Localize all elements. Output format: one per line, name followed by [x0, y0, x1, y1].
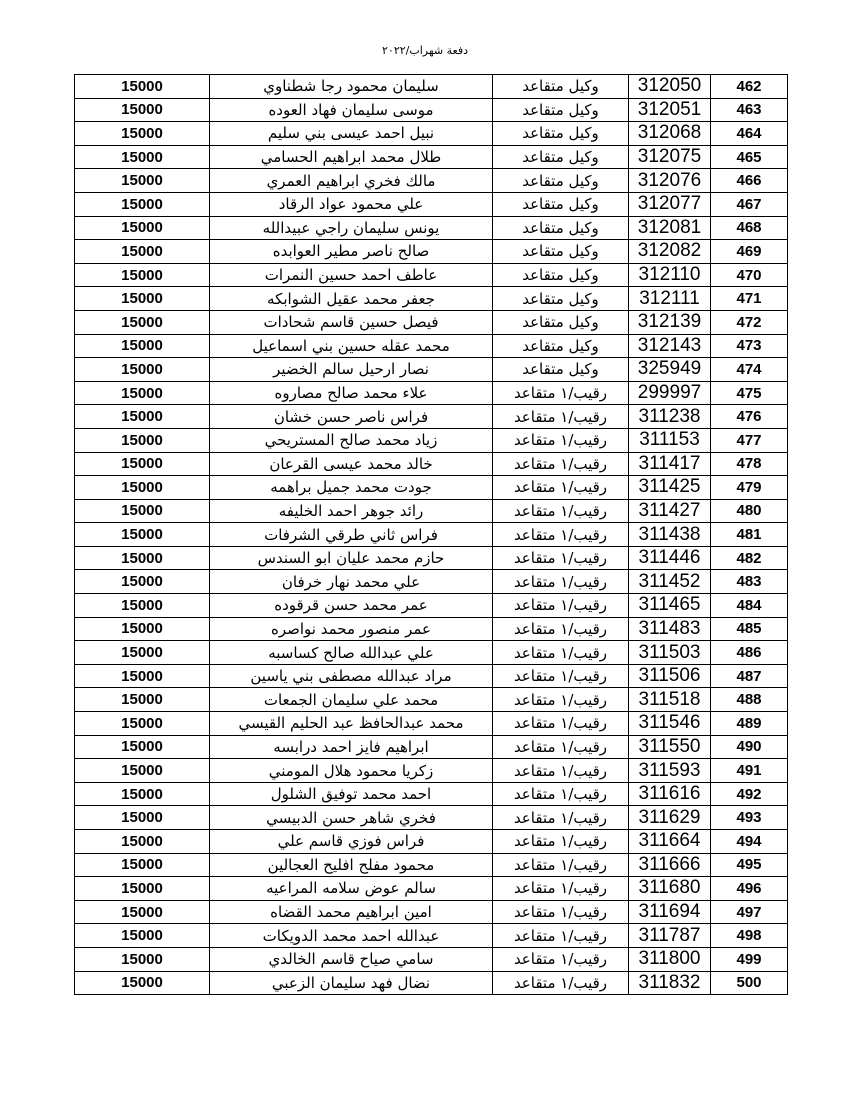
rank-cell: وكيل متقاعد: [493, 334, 629, 358]
sequence-cell: 474: [711, 358, 788, 382]
military-number-cell: 311483: [629, 617, 711, 641]
table-row: [75, 381, 788, 405]
sequence-cell: 487: [711, 664, 788, 688]
military-number-cell: 311787: [629, 924, 711, 948]
amount-cell: 15000: [75, 381, 210, 405]
table-row: [75, 641, 788, 665]
amount-cell: 15000: [75, 310, 210, 334]
rank-cell: رقيب/١ متقاعد: [493, 853, 629, 877]
military-number-cell: 311446: [629, 546, 711, 570]
rank-cell: رقيب/١ متقاعد: [493, 499, 629, 523]
amount-cell: 15000: [75, 570, 210, 594]
amount-cell: 15000: [75, 192, 210, 216]
military-number-cell: 312082: [629, 240, 711, 264]
table-row: [75, 334, 788, 358]
amount-cell: 15000: [75, 594, 210, 618]
rank-cell: رقيب/١ متقاعد: [493, 924, 629, 948]
military-number-cell: 311629: [629, 806, 711, 830]
table-row: [75, 499, 788, 523]
sequence-cell: 481: [711, 523, 788, 547]
name-cell: محمد عقله حسين بني اسماعيل: [210, 334, 493, 358]
rank-cell: رقيب/١ متقاعد: [493, 971, 629, 995]
military-number-cell: 312139: [629, 310, 711, 334]
table-row: [75, 523, 788, 547]
sequence-cell: 475: [711, 381, 788, 405]
name-cell: يونس سليمان راجي عبيدالله: [210, 216, 493, 240]
sequence-cell: 471: [711, 287, 788, 311]
rank-cell: وكيل متقاعد: [493, 263, 629, 287]
military-number-cell: 312076: [629, 169, 711, 193]
rank-cell: وكيل متقاعد: [493, 122, 629, 146]
amount-cell: 15000: [75, 216, 210, 240]
name-cell: امين ابراهيم محمد القضاه: [210, 900, 493, 924]
military-number-cell: 311417: [629, 452, 711, 476]
military-number-cell: 311680: [629, 877, 711, 901]
rank-cell: رقيب/١ متقاعد: [493, 476, 629, 500]
amount-cell: 15000: [75, 947, 210, 971]
amount-cell: 15000: [75, 617, 210, 641]
rank-cell: وكيل متقاعد: [493, 192, 629, 216]
rank-cell: رقيب/١ متقاعد: [493, 900, 629, 924]
table-row: [75, 287, 788, 311]
rank-cell: وكيل متقاعد: [493, 287, 629, 311]
table-row: [75, 759, 788, 783]
rank-cell: رقيب/١ متقاعد: [493, 523, 629, 547]
rank-cell: وكيل متقاعد: [493, 169, 629, 193]
military-number-cell: 312143: [629, 334, 711, 358]
table-row: [75, 145, 788, 169]
table-row: [75, 546, 788, 570]
name-cell: عاطف احمد حسين النمرات: [210, 263, 493, 287]
rank-cell: رقيب/١ متقاعد: [493, 735, 629, 759]
table-row: [75, 405, 788, 429]
sequence-cell: 491: [711, 759, 788, 783]
name-cell: فراس ثاني طرقي الشرفات: [210, 523, 493, 547]
amount-cell: 15000: [75, 735, 210, 759]
rank-cell: رقيب/١ متقاعد: [493, 664, 629, 688]
roster-table: [74, 74, 788, 995]
rank-cell: رقيب/١ متقاعد: [493, 381, 629, 405]
sequence-cell: 469: [711, 240, 788, 264]
table-row: [75, 688, 788, 712]
name-cell: محمود مفلح افليح العجالين: [210, 853, 493, 877]
name-cell: ابراهيم فايز احمد درابسه: [210, 735, 493, 759]
sequence-cell: 463: [711, 98, 788, 122]
name-cell: محمد عبدالحافظ عبد الحليم القيسي: [210, 712, 493, 736]
amount-cell: 15000: [75, 830, 210, 854]
sequence-cell: 499: [711, 947, 788, 971]
amount-cell: 15000: [75, 971, 210, 995]
military-number-cell: 311664: [629, 830, 711, 854]
table-row: [75, 594, 788, 618]
table-row: [75, 192, 788, 216]
table-row: [75, 971, 788, 995]
table-row: [75, 735, 788, 759]
table-row: [75, 617, 788, 641]
table-row: [75, 476, 788, 500]
table-row: [75, 452, 788, 476]
name-cell: سالم عوض سلامه المراعيه: [210, 877, 493, 901]
table-row: [75, 712, 788, 736]
table-row: [75, 169, 788, 193]
rank-cell: وكيل متقاعد: [493, 98, 629, 122]
amount-cell: 15000: [75, 98, 210, 122]
table-row: [75, 428, 788, 452]
military-number-cell: 312050: [629, 75, 711, 99]
sequence-cell: 462: [711, 75, 788, 99]
table-row: [75, 924, 788, 948]
military-number-cell: 325949: [629, 358, 711, 382]
rank-cell: رقيب/١ متقاعد: [493, 405, 629, 429]
rank-cell: رقيب/١ متقاعد: [493, 452, 629, 476]
rank-cell: رقيب/١ متقاعد: [493, 806, 629, 830]
name-cell: علي محمود عواد الرقاد: [210, 192, 493, 216]
amount-cell: 15000: [75, 688, 210, 712]
amount-cell: 15000: [75, 664, 210, 688]
name-cell: علي محمد نهار خرفان: [210, 570, 493, 594]
amount-cell: 15000: [75, 476, 210, 500]
sequence-cell: 484: [711, 594, 788, 618]
amount-cell: 15000: [75, 523, 210, 547]
military-number-cell: 312051: [629, 98, 711, 122]
amount-cell: 15000: [75, 806, 210, 830]
sequence-cell: 473: [711, 334, 788, 358]
rank-cell: رقيب/١ متقاعد: [493, 570, 629, 594]
sequence-cell: 486: [711, 641, 788, 665]
table-row: [75, 570, 788, 594]
sequence-cell: 468: [711, 216, 788, 240]
amount-cell: 15000: [75, 759, 210, 783]
military-number-cell: 312081: [629, 216, 711, 240]
name-cell: صالح ناصر مطير العوابده: [210, 240, 493, 264]
military-number-cell: 312077: [629, 192, 711, 216]
rank-cell: رقيب/١ متقاعد: [493, 428, 629, 452]
amount-cell: 15000: [75, 877, 210, 901]
amount-cell: 15000: [75, 782, 210, 806]
table-row: [75, 664, 788, 688]
rank-cell: رقيب/١ متقاعد: [493, 712, 629, 736]
rank-cell: وكيل متقاعد: [493, 216, 629, 240]
amount-cell: 15000: [75, 169, 210, 193]
sequence-cell: 479: [711, 476, 788, 500]
table-row: [75, 830, 788, 854]
name-cell: محمد علي سليمان الجمعات: [210, 688, 493, 712]
rank-cell: وكيل متقاعد: [493, 240, 629, 264]
sequence-cell: 480: [711, 499, 788, 523]
military-number-cell: 311832: [629, 971, 711, 995]
table-row: [75, 240, 788, 264]
table-row: [75, 853, 788, 877]
rank-cell: رقيب/١ متقاعد: [493, 877, 629, 901]
amount-cell: 15000: [75, 712, 210, 736]
military-number-cell: 299997: [629, 381, 711, 405]
name-cell: جودت محمد جميل براهمه: [210, 476, 493, 500]
military-number-cell: 311153: [629, 428, 711, 452]
military-number-cell: 311506: [629, 664, 711, 688]
military-number-cell: 311427: [629, 499, 711, 523]
table-row: [75, 216, 788, 240]
military-number-cell: 311503: [629, 641, 711, 665]
name-cell: عمر منصور محمد نواصره: [210, 617, 493, 641]
amount-cell: 15000: [75, 122, 210, 146]
table-row: [75, 122, 788, 146]
military-number-cell: 311593: [629, 759, 711, 783]
name-cell: حازم محمد عليان ابو السندس: [210, 546, 493, 570]
sequence-cell: 485: [711, 617, 788, 641]
rank-cell: رقيب/١ متقاعد: [493, 546, 629, 570]
name-cell: سليمان محمود رجا شطناوي: [210, 75, 493, 99]
name-cell: خالد محمد عيسى القرعان: [210, 452, 493, 476]
table-row: [75, 782, 788, 806]
table-row: [75, 98, 788, 122]
sequence-cell: 470: [711, 263, 788, 287]
rank-cell: رقيب/١ متقاعد: [493, 617, 629, 641]
amount-cell: 15000: [75, 263, 210, 287]
sequence-cell: 478: [711, 452, 788, 476]
name-cell: مراد عبدالله مصطفى بني ياسين: [210, 664, 493, 688]
table-row: [75, 806, 788, 830]
rank-cell: رقيب/١ متقاعد: [493, 830, 629, 854]
name-cell: زكريا محمود هلال المومني: [210, 759, 493, 783]
name-cell: فراس فوزي قاسم علي: [210, 830, 493, 854]
name-cell: سامي صياح قاسم الخالدي: [210, 947, 493, 971]
rank-cell: رقيب/١ متقاعد: [493, 947, 629, 971]
military-number-cell: 311452: [629, 570, 711, 594]
military-number-cell: 311425: [629, 476, 711, 500]
sequence-cell: 482: [711, 546, 788, 570]
rank-cell: وكيل متقاعد: [493, 358, 629, 382]
rank-cell: رقيب/١ متقاعد: [493, 641, 629, 665]
amount-cell: 15000: [75, 853, 210, 877]
amount-cell: 15000: [75, 924, 210, 948]
military-number-cell: 311550: [629, 735, 711, 759]
name-cell: فيصل حسين قاسم شحادات: [210, 310, 493, 334]
sequence-cell: 483: [711, 570, 788, 594]
amount-cell: 15000: [75, 240, 210, 264]
military-number-cell: 311465: [629, 594, 711, 618]
name-cell: نبيل احمد عيسى بني سليم: [210, 122, 493, 146]
name-cell: مالك فخري ابراهيم العمري: [210, 169, 493, 193]
military-number-cell: 312111: [629, 287, 711, 311]
rank-cell: رقيب/١ متقاعد: [493, 594, 629, 618]
name-cell: موسى سليمان فهاد العوده: [210, 98, 493, 122]
sequence-cell: 500: [711, 971, 788, 995]
table-row: [75, 877, 788, 901]
amount-cell: 15000: [75, 405, 210, 429]
name-cell: طلال محمد ابراهيم الحسامي: [210, 145, 493, 169]
amount-cell: 15000: [75, 428, 210, 452]
rank-cell: رقيب/١ متقاعد: [493, 688, 629, 712]
military-number-cell: 311438: [629, 523, 711, 547]
sequence-cell: 496: [711, 877, 788, 901]
table-row: [75, 310, 788, 334]
amount-cell: 15000: [75, 499, 210, 523]
sequence-cell: 488: [711, 688, 788, 712]
name-cell: احمد محمد توفيق الشلول: [210, 782, 493, 806]
amount-cell: 15000: [75, 145, 210, 169]
amount-cell: 15000: [75, 452, 210, 476]
name-cell: رائد جوهر احمد الخليفه: [210, 499, 493, 523]
table-row: [75, 947, 788, 971]
rank-cell: رقيب/١ متقاعد: [493, 782, 629, 806]
sequence-cell: 497: [711, 900, 788, 924]
sequence-cell: 494: [711, 830, 788, 854]
military-number-cell: 311546: [629, 712, 711, 736]
military-number-cell: 312075: [629, 145, 711, 169]
rank-cell: وكيل متقاعد: [493, 75, 629, 99]
name-cell: نصار ارحيل سالم الخضير: [210, 358, 493, 382]
amount-cell: 15000: [75, 334, 210, 358]
sequence-cell: 476: [711, 405, 788, 429]
military-number-cell: 311518: [629, 688, 711, 712]
roster-table-body: [75, 75, 788, 995]
table-row: [75, 900, 788, 924]
amount-cell: 15000: [75, 287, 210, 311]
name-cell: زياد محمد صالح المستريحي: [210, 428, 493, 452]
table-row: [75, 358, 788, 382]
military-number-cell: 311800: [629, 947, 711, 971]
amount-cell: 15000: [75, 900, 210, 924]
sequence-cell: 498: [711, 924, 788, 948]
name-cell: فراس ناصر حسن خشان: [210, 405, 493, 429]
page-title: دفعة شهراب/٢٠٢٢: [382, 44, 468, 57]
military-number-cell: 311694: [629, 900, 711, 924]
sequence-cell: 477: [711, 428, 788, 452]
amount-cell: 15000: [75, 546, 210, 570]
amount-cell: 15000: [75, 358, 210, 382]
military-number-cell: 311666: [629, 853, 711, 877]
sequence-cell: 489: [711, 712, 788, 736]
sequence-cell: 490: [711, 735, 788, 759]
sequence-cell: 464: [711, 122, 788, 146]
military-number-cell: 311238: [629, 405, 711, 429]
sequence-cell: 466: [711, 169, 788, 193]
table-row: [75, 75, 788, 99]
military-number-cell: 311616: [629, 782, 711, 806]
table-row: [75, 263, 788, 287]
rank-cell: رقيب/١ متقاعد: [493, 759, 629, 783]
military-number-cell: 312068: [629, 122, 711, 146]
sequence-cell: 493: [711, 806, 788, 830]
amount-cell: 15000: [75, 641, 210, 665]
sequence-cell: 472: [711, 310, 788, 334]
rank-cell: وكيل متقاعد: [493, 145, 629, 169]
military-number-cell: 312110: [629, 263, 711, 287]
rank-cell: وكيل متقاعد: [493, 310, 629, 334]
sequence-cell: 492: [711, 782, 788, 806]
sequence-cell: 465: [711, 145, 788, 169]
name-cell: جعفر محمد عقيل الشوابكه: [210, 287, 493, 311]
amount-cell: 15000: [75, 75, 210, 99]
sequence-cell: 467: [711, 192, 788, 216]
name-cell: عمر محمد حسن قرقوده: [210, 594, 493, 618]
name-cell: علي عبدالله صالح كساسبه: [210, 641, 493, 665]
name-cell: علاء محمد صالح مصاروه: [210, 381, 493, 405]
name-cell: عبدالله احمد محمد الدويكات: [210, 924, 493, 948]
name-cell: نضال فهد سليمان الزعبي: [210, 971, 493, 995]
sequence-cell: 495: [711, 853, 788, 877]
name-cell: فخري شاهر حسن الدبيسي: [210, 806, 493, 830]
